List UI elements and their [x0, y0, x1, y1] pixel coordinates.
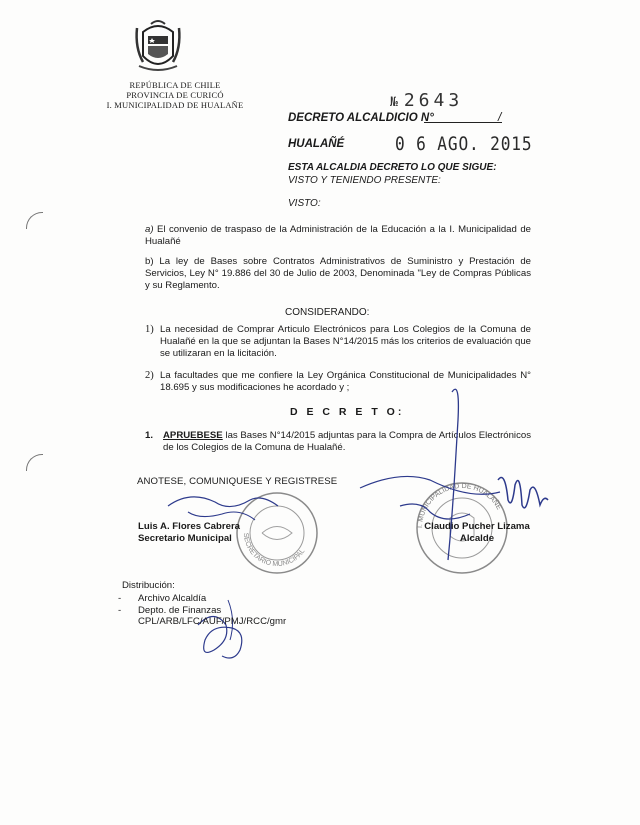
article-text [163, 430, 531, 454]
list-item-text: Archivo Alcaldía [138, 593, 207, 604]
municipal-crest-icon [133, 18, 183, 74]
secretary-name: Luis A. Flores Cabrera [138, 521, 241, 532]
list-bullet: - [118, 604, 122, 616]
institution-block [100, 80, 250, 110]
considerando-heading: CONSIDERANDO: [285, 307, 370, 318]
list-item [118, 593, 286, 605]
decree-place: HUALAÑÉ [288, 138, 345, 150]
list-item [118, 616, 286, 628]
considerando-item-number: 1) [145, 324, 154, 335]
visto-heading: VISTO: [288, 198, 321, 209]
considerando-item-2 [145, 370, 531, 394]
decree-slash: / [498, 110, 502, 124]
visto-item-marker: b) [145, 256, 154, 267]
distribution-title: Distribución: [122, 580, 175, 591]
article-keyword: APRUEBESE [163, 430, 223, 441]
mayor-name: Claudio Pucher Lizama [424, 521, 530, 532]
institution-province: PROVINCIA DE CURICÓ [126, 90, 224, 100]
punch-hole-mark [26, 212, 43, 229]
article-body: las Bases N°14/2015 adjuntas para la Compra de Artículos Electrónicos de los Colegios de la Comuna de Hualañé. [163, 430, 531, 454]
closing-formula: ANOTESE, COMUNIQUESE Y REGISTRESE [137, 476, 338, 487]
secretary-title: Secretario Municipal [138, 532, 232, 544]
considerando-item-number: 2) [145, 370, 154, 381]
considerando-item-text: La necesidad de Comprar Articulo Electrónicos para Los Colegios de la Comuna de Hualañé en la que se adjuntan la Bases N°14/2015 más los criterios de evaluación que se utilizaran en la licitación. [160, 324, 531, 360]
secretary-seal-text: SECRETARIO MUNICIPAL [241, 532, 307, 569]
stamped-date: 0 6 AGO. 2015 [395, 133, 533, 155]
list-item-text: Depto. de Finanzas [138, 604, 222, 616]
institution-country: REPÚBLICA DE CHILE [129, 80, 221, 90]
visto-item-b [145, 256, 531, 293]
svg-text:SECRETARIO MUNICIPAL [242, 533, 307, 569]
visto-item-a [145, 224, 531, 248]
decreto-heading: D E C R E T O: [290, 406, 405, 418]
considerando-item-1 [145, 324, 531, 361]
list-bullet [118, 616, 138, 628]
stamped-decree-number [390, 90, 463, 111]
list-bullet: - [118, 593, 122, 604]
distribution-list [118, 593, 286, 628]
visto-item-text: La ley de Bases sobre Contratos Administrativos de Suministro y Prestación de Servicios, Ley N° 19.886 del 30 de Julio de 2003, Denominada "Ley de Compras Públicas y su Reglamento. [145, 256, 531, 292]
intro-line-1: ESTA ALCALDIA DECRETO LO QUE SIGUE: [288, 162, 497, 173]
secretary-seal-stamp [232, 488, 322, 578]
institution-municipality: I. MUNICIPALIDAD DE HUALAÑE [106, 100, 244, 110]
article-number: 1. [145, 430, 154, 441]
punch-hole-mark [26, 454, 43, 471]
visto-item-text: El convenio de traspaso de la Administración de la Educación a la I. Municipalidad de Hualañé [145, 224, 531, 248]
intro-line-2: VISTO Y TENIENDO PRESENTE: [288, 175, 441, 186]
municipality-seal-text: I. MUNICIPALIDAD DE HUALAÑE [416, 482, 503, 529]
decree-number-line [424, 122, 502, 123]
list-item-text: CPL/ARB/LFC/AUF/PMJ/RCC/gmr [138, 616, 287, 627]
signature-right [417, 521, 537, 544]
signature-left [138, 521, 240, 544]
list-item [118, 605, 286, 617]
visto-item-marker: a) [145, 224, 154, 235]
considerando-item-text: La facultades que me confiere la Ley Orgánica Constitucional de Municipalidades N° 18.695 y sus modificaciones he acordado y ; [160, 370, 531, 394]
stamped-number-value: 2643 [403, 90, 464, 111]
stamped-number-prefix: № [390, 95, 398, 110]
decree-number-label: DECRETO ALCALDICIO N° [288, 112, 434, 124]
mayor-title: Alcalde [459, 532, 495, 544]
decreto-article-1 [145, 430, 531, 454]
